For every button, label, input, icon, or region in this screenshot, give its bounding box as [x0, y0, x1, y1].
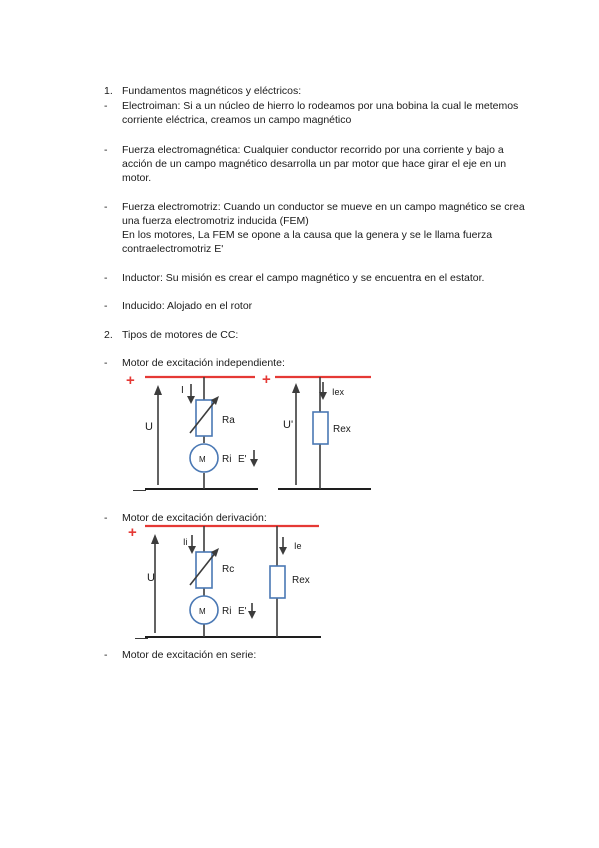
voltage-label: U: [147, 572, 155, 584]
bullet-fuerza-electromotriz: -: [104, 201, 108, 213]
current-arrow-head-armature: [188, 546, 196, 554]
section-1-number: 1.: [104, 85, 113, 97]
text-inductor: Inductor: Su misión es crear el campo magnético y se encuentra en el estator.: [122, 272, 485, 284]
label-motor-derivacion: Motor de excitación derivación:: [122, 512, 267, 524]
minus-sign: —: [135, 630, 148, 645]
internal-resistance-label: Ri: [222, 606, 232, 617]
current-label-armature: Ii: [183, 537, 188, 547]
voltage-label: U: [145, 421, 153, 433]
current-label: I: [181, 385, 184, 396]
text-electroiman-line-1: Electroiman: Si a un núcleo de hierro lo rodeamos por una bobina la cual le metemos: [122, 100, 519, 112]
current-arrow-head-excitation: [279, 547, 287, 555]
rheostat-label: Rc: [222, 564, 235, 575]
internal-resistance-label: Ri: [222, 454, 232, 465]
text-fuerza-electromotriz-line-2: una fuerza electromotriz inducida (FEM): [122, 215, 309, 227]
emf-label: E': [238, 606, 247, 617]
plus-sign: +: [128, 524, 137, 541]
plus-sign-excitation: +: [262, 371, 271, 388]
current-label-excitation: Ie: [294, 541, 302, 551]
section-1-title: Fundamentos magnéticos y eléctricos:: [122, 85, 302, 97]
minus-sign: —: [133, 482, 146, 497]
text-fuerza-electromagnetica-line-3: motor.: [122, 172, 152, 184]
motor-label: M: [199, 455, 206, 464]
bullet-motor-serie: -: [104, 649, 108, 661]
text-electroiman-line-2: corriente eléctrica, creamos un campo magnético: [122, 114, 352, 126]
excitation-resistor: [270, 566, 285, 598]
label-motor-independiente: Motor de excitación independiente:: [122, 357, 285, 369]
label-motor-serie: Motor de excitación en serie:: [122, 649, 257, 661]
plus-sign: +: [126, 372, 135, 389]
bullet-motor-independiente: -: [104, 357, 108, 369]
rheostat: [196, 552, 212, 588]
excitation-resistor-label: Rex: [292, 575, 310, 586]
excitation-resistor-label: Rex: [333, 424, 351, 435]
bullet-fuerza-electromagnetica: -: [104, 144, 108, 156]
section-2-number: 2.: [104, 329, 113, 341]
motor-label: M: [199, 607, 206, 616]
text-fuerza-electromotriz-line-1: Fuerza electromotriz: Cuando un conductor se mueve en un campo magnético se crea: [122, 201, 525, 213]
bullet-electroiman: -: [104, 100, 108, 112]
voltage-label-excitation: U': [283, 419, 294, 431]
text-fuerza-electromagnetica-line-2: acción de un campo magnético desarrolla un par motor que hace girar el eje en un: [122, 158, 507, 170]
text-fuerza-electromotriz-line-3: En los motores, La FEM se opone a la causa que la genera y se le llama fuerza: [122, 229, 493, 241]
bullet-motor-derivacion: -: [104, 512, 108, 524]
text-inducido: Inducido: Alojado en el rotor: [122, 300, 253, 312]
bullet-inductor: -: [104, 272, 108, 284]
voltage-arrow-head: [151, 534, 159, 544]
emf-arrow-head: [248, 611, 256, 619]
current-label-excitation: Iex: [332, 387, 345, 397]
bullet-inducido: -: [104, 300, 108, 312]
emf-label: E': [238, 454, 247, 465]
section-2-title: Tipos de motores de CC:: [122, 329, 239, 341]
text-fuerza-electromotriz-line-4: contraelectromotriz E': [122, 243, 224, 255]
text-fuerza-electromagnetica-line-1: Fuerza electromagnética: Cualquier conductor recorrido por una corriente y bajo a: [122, 144, 504, 156]
rheostat-label: Ra: [222, 415, 235, 426]
